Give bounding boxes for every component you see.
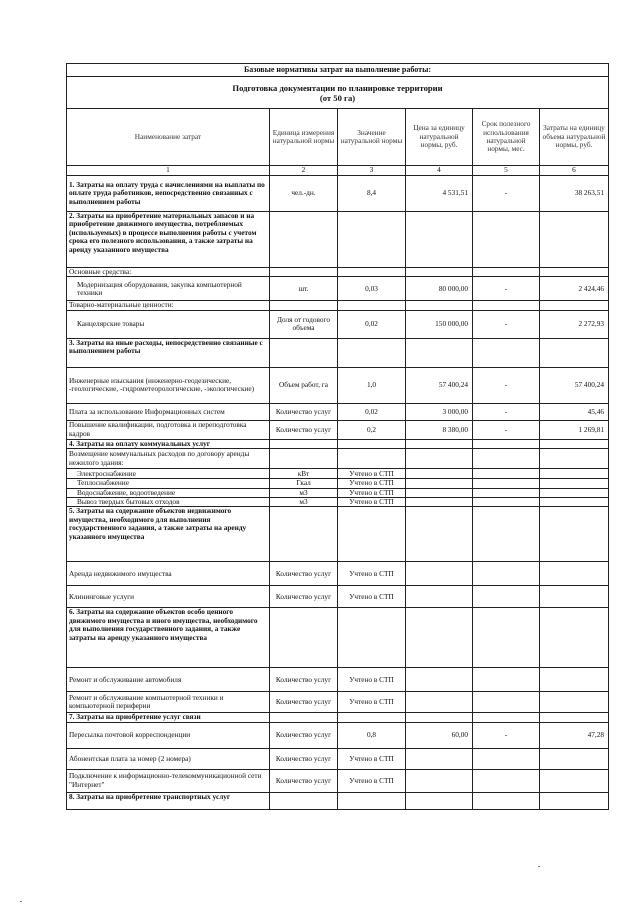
cost-item-name: Канцелярские товары — [67, 310, 270, 338]
unit-cell: м3 — [270, 488, 338, 497]
price-cell: 3 000,00 — [406, 403, 473, 420]
cost-cell — [540, 562, 609, 586]
header-price: Цена за единицу натуральной нормы, руб. — [406, 109, 473, 166]
cost-item-name: 4. Затраты на оплату коммунальных услуг — [67, 439, 270, 448]
cost-cell: 38 263,51 — [540, 176, 609, 212]
norm-value-cell — [338, 608, 406, 668]
price-cell — [406, 449, 473, 469]
price-cell — [406, 608, 473, 668]
cost-cell — [540, 507, 609, 562]
norm-value-cell — [338, 268, 406, 277]
table-row — [67, 722, 609, 748]
norm-value-cell: Учтено в СТП — [338, 748, 406, 769]
unit-cell: Количество услуг — [270, 420, 338, 439]
cost-item-name: Инженерные изыскания (инженерно-геодезические, -геологические, -гидрометеорологические, -экологические) — [67, 367, 270, 403]
norm-value-cell — [338, 439, 406, 448]
cost-item-name: Ремонт и обслуживание компьютерной техники и компьютерной периферии — [67, 692, 270, 713]
useful-life-cell — [473, 212, 540, 268]
price-cell — [406, 498, 473, 507]
norm-value-cell: Учтено в СТП — [338, 692, 406, 713]
norm-value-cell — [338, 507, 406, 562]
cost-cell — [540, 692, 609, 713]
price-cell: 4 531,51 — [406, 176, 473, 212]
cost-cell — [540, 469, 609, 479]
unit-cell: Количество услуг — [270, 668, 338, 692]
cost-item-name: 1. Затраты на оплату труда с начислениями на выплаты по оплате труда работников, непосредственно связанных с выполнением работы — [67, 176, 270, 212]
cost-item-name: 2. Затраты на приобретение материальных запасов и на приобретение движимого имущества, потребляемых (используемых) в процессе выполнения работы с учетом срока его полезного использования, а также затраты на аренду указанного имущества — [67, 212, 270, 268]
table-row — [67, 338, 609, 367]
useful-life-cell — [473, 586, 540, 608]
useful-life-cell: - — [473, 310, 540, 338]
table-row — [67, 439, 609, 448]
cost-cell — [540, 439, 609, 448]
price-cell — [406, 488, 473, 497]
banner-title: Базовые нормативы затрат на выполнение работы: — [67, 64, 609, 77]
norm-value-cell: 0,02 — [338, 310, 406, 338]
header-row — [67, 109, 609, 166]
table-row — [67, 403, 609, 420]
cost-item-name: Абонентская плата за номер (2 номера) — [67, 748, 270, 769]
cost-item-name: Пересылка почтовой корреспонденции — [67, 722, 270, 748]
cost-cell — [540, 668, 609, 692]
norm-value-cell — [338, 338, 406, 367]
useful-life-cell — [473, 479, 540, 488]
cost-item-name: Аренда недвижимого имущества — [67, 562, 270, 586]
unit-cell: шт. — [270, 277, 338, 301]
norm-value-cell — [338, 792, 406, 809]
useful-life-cell: - — [473, 367, 540, 403]
cost-cell — [540, 268, 609, 277]
price-cell — [406, 301, 473, 310]
cost-cell: 2 272,93 — [540, 310, 609, 338]
work-title-row — [67, 77, 609, 109]
price-cell — [406, 586, 473, 608]
norm-value-cell: Учтено в СТП — [338, 586, 406, 608]
price-cell — [406, 507, 473, 562]
unit-cell — [270, 713, 338, 722]
price-cell: 57 400,24 — [406, 367, 473, 403]
cost-item-name: Повышение квалификации, подготовка и переподготовка кадров — [67, 420, 270, 439]
price-cell — [406, 338, 473, 367]
price-cell: 60,00 — [406, 722, 473, 748]
unit-cell: Количество услуг — [270, 692, 338, 713]
useful-life-cell — [473, 562, 540, 586]
norm-value-cell: Учтено в СТП — [338, 469, 406, 479]
norm-value-cell — [338, 212, 406, 268]
unit-cell: Объем работ, га — [270, 367, 338, 403]
useful-life-cell — [473, 507, 540, 562]
cost-item-name: Подключение к информационно-телекоммуникационной сети "Интернет" — [67, 769, 270, 792]
cost-item-name: Основные средства: — [67, 268, 270, 277]
unit-cell — [270, 268, 338, 277]
cost-cell — [540, 769, 609, 792]
table-row — [67, 586, 609, 608]
cost-item-name: 5. Затраты на содержание объектов недвижимого имущества, необходимого для выполнения государственного задания, а также затраты на аренду указанного имущества — [67, 507, 270, 562]
cost-cell: 1 269,81 — [540, 420, 609, 439]
unit-cell — [270, 338, 338, 367]
price-cell — [406, 792, 473, 809]
norms-table — [66, 63, 609, 810]
norms-document — [66, 63, 608, 810]
unit-cell: Гкал — [270, 479, 338, 488]
norm-value-cell: Учтено в СТП — [338, 769, 406, 792]
cost-item-name: 8. Затраты на приобретение транспортных услуг — [67, 792, 270, 809]
cost-item-name: Вывоз твердых бытовых отходов — [67, 498, 270, 507]
table-row — [67, 277, 609, 301]
unit-cell — [270, 792, 338, 809]
header-cost: Затраты на единицу объема натуральной нормы, руб. — [540, 109, 609, 166]
cost-item-name: 6. Затраты на содержание объектов особо ценного движимого имущества и иного имущества, необходимого для выполнения государственного задания, а также затраты на аренду указанного имущества — [67, 608, 270, 668]
norm-value-cell: Учтено в СТП — [338, 668, 406, 692]
useful-life-cell: - — [473, 420, 540, 439]
cost-item-name: 7. Затраты на приобретение услуг связи — [67, 713, 270, 722]
unit-cell: м3 — [270, 498, 338, 507]
unit-cell: Количество услуг — [270, 722, 338, 748]
price-cell: 80 000,00 — [406, 277, 473, 301]
table-row — [67, 367, 609, 403]
price-cell — [406, 713, 473, 722]
table-row — [67, 310, 609, 338]
price-cell: 8 380,00 — [406, 420, 473, 439]
work-subtitle: (от 50 га) — [319, 92, 356, 103]
table-row — [67, 713, 609, 722]
cost-item-name: Ремонт и обслуживание автомобиля — [67, 668, 270, 692]
norm-value-cell: 0,8 — [338, 722, 406, 748]
table-row — [67, 449, 609, 469]
column-number: 5 — [473, 166, 540, 176]
cost-item-name: 3. Затраты на иные расходы, непосредственно связанные с выполнением работы — [67, 338, 270, 367]
useful-life-cell: - — [473, 403, 540, 420]
cost-item-name: Товарно-материальные ценности: — [67, 301, 270, 310]
cost-cell — [540, 586, 609, 608]
cost-item-name: Возмещение коммунальных расходов по договору аренды нежилого здания: — [67, 449, 270, 469]
table-row — [67, 562, 609, 586]
cost-cell — [540, 212, 609, 268]
header-term: Срок полезного использования натуральной нормы, мес. — [473, 109, 540, 166]
cost-cell — [540, 488, 609, 497]
table-row — [67, 498, 609, 507]
cost-cell — [540, 792, 609, 809]
column-number: 3 — [338, 166, 406, 176]
cost-cell — [540, 301, 609, 310]
table-row — [67, 769, 609, 792]
cost-cell — [540, 338, 609, 367]
price-cell — [406, 748, 473, 769]
useful-life-cell: - — [473, 722, 540, 748]
useful-life-cell — [473, 668, 540, 692]
unit-cell — [270, 449, 338, 469]
header-unit: Единица измерения натуральной нормы — [270, 109, 338, 166]
cost-item-name: Водоснабжение, водоотведение — [67, 488, 270, 497]
unit-cell: Количество услуг — [270, 586, 338, 608]
norm-value-cell: Учтено в СТП — [338, 562, 406, 586]
table-row — [67, 668, 609, 692]
useful-life-cell — [473, 449, 540, 469]
cost-item-name: Плата за использование Информационных систем — [67, 403, 270, 420]
table-row — [67, 212, 609, 268]
useful-life-cell — [473, 769, 540, 792]
useful-life-cell — [473, 608, 540, 668]
table-row — [67, 268, 609, 277]
cost-cell — [540, 449, 609, 469]
norm-value-cell: 0,2 — [338, 420, 406, 439]
cost-cell — [540, 608, 609, 668]
norm-value-cell: Учтено в СТП — [338, 488, 406, 497]
price-cell — [406, 479, 473, 488]
useful-life-cell — [473, 692, 540, 713]
table-row — [67, 507, 609, 562]
cost-cell — [540, 479, 609, 488]
table-row — [67, 748, 609, 769]
column-number: 1 — [67, 166, 270, 176]
norm-value-cell — [338, 301, 406, 310]
norm-value-cell: Учтено в СТП — [338, 479, 406, 488]
useful-life-cell — [473, 792, 540, 809]
table-row — [67, 176, 609, 212]
table-row — [67, 301, 609, 310]
useful-life-cell — [473, 301, 540, 310]
table-row — [67, 608, 609, 668]
useful-life-cell — [473, 488, 540, 497]
norm-value-cell: 0,02 — [338, 403, 406, 420]
unit-cell: Доля от годового объема — [270, 310, 338, 338]
cost-cell — [540, 748, 609, 769]
price-cell — [406, 668, 473, 692]
table-row — [67, 479, 609, 488]
cost-item-name: Клининговые услуги — [67, 586, 270, 608]
unit-cell — [270, 301, 338, 310]
table-row — [67, 420, 609, 439]
useful-life-cell — [473, 268, 540, 277]
price-cell — [406, 469, 473, 479]
cost-item-name: Модернизация оборудования, закупка компьютерной техники — [67, 277, 270, 301]
column-number-row — [67, 166, 609, 176]
unit-cell — [270, 507, 338, 562]
price-cell — [406, 212, 473, 268]
useful-life-cell — [473, 439, 540, 448]
column-number: 6 — [540, 166, 609, 176]
cost-cell: 2 424,46 — [540, 277, 609, 301]
price-cell — [406, 268, 473, 277]
work-title: Подготовка документации по планировке территории — [232, 82, 443, 93]
useful-life-cell — [473, 338, 540, 367]
unit-cell: Количество услуг — [270, 562, 338, 586]
unit-cell — [270, 212, 338, 268]
unit-cell: чел.-дн. — [270, 176, 338, 212]
table-row — [67, 692, 609, 713]
unit-cell — [270, 439, 338, 448]
norm-value-cell — [338, 713, 406, 722]
useful-life-cell — [473, 748, 540, 769]
unit-cell — [270, 608, 338, 668]
price-cell — [406, 439, 473, 448]
useful-life-cell — [473, 469, 540, 479]
column-number: 2 — [270, 166, 338, 176]
table-row — [67, 469, 609, 479]
table-row — [67, 792, 609, 809]
unit-cell: Количество услуг — [270, 769, 338, 792]
norm-value-cell: 0,03 — [338, 277, 406, 301]
norm-value-cell: Учтено в СТП — [338, 498, 406, 507]
norm-value-cell — [338, 449, 406, 469]
unit-cell: Количество услуг — [270, 748, 338, 769]
price-cell — [406, 562, 473, 586]
useful-life-cell — [473, 713, 540, 722]
price-cell — [406, 692, 473, 713]
unit-cell: Количество услуг — [270, 403, 338, 420]
cost-cell — [540, 498, 609, 507]
useful-life-cell: - — [473, 277, 540, 301]
header-value: Значение натуральной нормы — [338, 109, 406, 166]
cost-cell: 45,46 — [540, 403, 609, 420]
norm-value-cell: 8,4 — [338, 176, 406, 212]
price-cell: 150 000,00 — [406, 310, 473, 338]
price-cell — [406, 769, 473, 792]
cost-item-name: Электроснабжение — [67, 469, 270, 479]
cost-cell: 47,28 — [540, 722, 609, 748]
cost-cell — [540, 713, 609, 722]
table-row — [67, 488, 609, 497]
cost-cell: 57 400,24 — [540, 367, 609, 403]
unit-cell: кВт — [270, 469, 338, 479]
cost-item-name: Теплоснабжение — [67, 479, 270, 488]
banner-row — [67, 64, 609, 77]
useful-life-cell: - — [473, 176, 540, 212]
header-name: Наименование затрат — [67, 109, 270, 166]
column-number: 4 — [406, 166, 473, 176]
useful-life-cell — [473, 498, 540, 507]
norm-value-cell: 1,0 — [338, 367, 406, 403]
